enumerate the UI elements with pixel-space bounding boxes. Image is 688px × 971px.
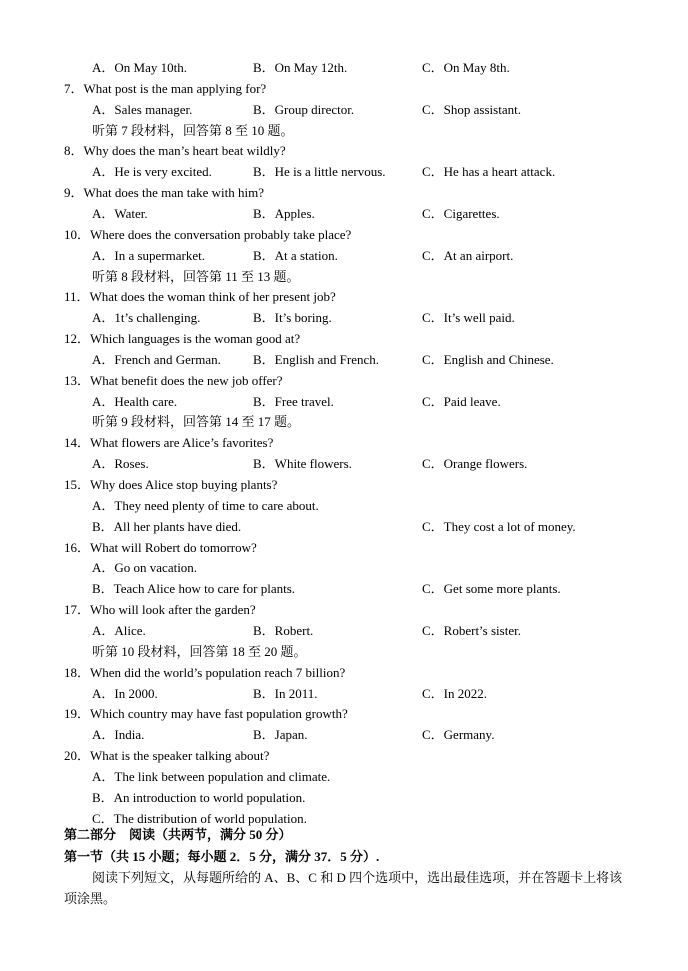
answer-option-c: C．Orange flowers.: [422, 456, 528, 471]
answer-option-c: C．Cigarettes.: [422, 206, 500, 221]
answer-option-a: B．All her plants have died.: [92, 519, 242, 534]
answer-option-c: C．Germany.: [422, 727, 495, 742]
answer-option-c: C．English and Chinese.: [422, 352, 554, 367]
answer-option-b: B．It’s boring.: [253, 310, 332, 325]
answer-option-c: C．Get some more plants.: [422, 581, 561, 596]
answer-option-b: B．Free travel.: [253, 394, 334, 409]
part-title: 第二部分 阅读（共两节，满分 50 分）: [64, 827, 292, 842]
answer-option-a: A．Roses.: [92, 456, 149, 471]
answer-option: A．The link between population and climate.: [92, 769, 331, 784]
answer-option-b: B．Japan.: [253, 727, 308, 742]
answer-option-a: A．India.: [92, 727, 145, 742]
answer-option-c: C．In 2022.: [422, 686, 488, 701]
answer-option-b: B．Group director.: [253, 102, 355, 117]
answer-option-c: C．Paid leave.: [422, 394, 501, 409]
listening-instruction: 听第 8 段材料，回答第 11 至 13 题。: [92, 269, 300, 284]
answer-option: A．Go on vacation.: [92, 560, 198, 575]
section-subtitle: 第一节（共 15 小题；每小题 2．5 分，满分 37．5 分）.: [64, 849, 380, 864]
question-stem: 13．What benefit does the new job offer?: [64, 373, 283, 388]
answer-option-a: A．1t’s challenging.: [92, 310, 201, 325]
question-stem: 7．What post is the man applying for?: [64, 81, 267, 96]
answer-option-c: C．It’s well paid.: [422, 310, 515, 325]
instruction-paragraph: 阅读下列短文，从每题所给的 A、B、C 和 D 四个选项中，选出最佳选项，并在答题卡上将该项涂黑。: [64, 870, 623, 906]
answer-option-b: B．English and French.: [253, 352, 380, 367]
answer-option-a: A．Health care.: [92, 394, 178, 409]
answer-option-c: C．On May 8th.: [422, 60, 510, 75]
answer-option-b: B．On May 12th.: [253, 60, 348, 75]
question-stem: 9．What does the man take with him?: [64, 185, 265, 200]
question-stem: 15．Why does Alice stop buying plants?: [64, 477, 278, 492]
answer-option-a: A．In 2000.: [92, 686, 158, 701]
answer-option-a: A．Sales manager.: [92, 102, 193, 117]
question-stem: 10．Where does the conversation probably take place?: [64, 227, 352, 242]
question-stem: 19．Which country may have fast population growth?: [64, 706, 348, 721]
question-stem: 12．Which languages is the woman good at?: [64, 331, 301, 346]
answer-option-a: A．Alice.: [92, 623, 146, 638]
answer-option-a: A．In a supermarket.: [92, 248, 205, 263]
answer-option-b: B．White flowers.: [253, 456, 352, 471]
answer-option-a: A．Water.: [92, 206, 148, 221]
answer-option-b: B．Robert.: [253, 623, 314, 638]
question-stem: 17．Who will look after the garden?: [64, 602, 256, 617]
answer-option-c: C．He has a heart attack.: [422, 164, 556, 179]
question-stem: 20．What is the speaker talking about?: [64, 748, 270, 763]
answer-option-b: B．In 2011.: [253, 686, 318, 701]
answer-option: C．The distribution of world population.: [92, 811, 307, 826]
question-stem: 14．What flowers are Alice’s favorites?: [64, 435, 274, 450]
question-stem: 18．When did the world’s population reach 7 billion?: [64, 665, 346, 680]
answer-option-c: C．They cost a lot of money.: [422, 519, 576, 534]
answer-option-a: B．Teach Alice how to care for plants.: [92, 581, 296, 596]
answer-option-c: C．At an airport.: [422, 248, 514, 263]
listening-instruction: 听第 7 段材料，回答第 8 至 10 题。: [92, 123, 294, 138]
answer-option-a: A．On May 10th.: [92, 60, 187, 75]
answer-option: B．An introduction to world population.: [92, 790, 306, 805]
answer-option-a: A．French and German.: [92, 352, 221, 367]
answer-option-b: B．At a station.: [253, 248, 338, 263]
answer-option-b: B．Apples.: [253, 206, 315, 221]
answer-option-b: B．He is a little nervous.: [253, 164, 386, 179]
answer-option: A．They need plenty of time to care about.: [92, 498, 319, 513]
answer-option-c: C．Shop assistant.: [422, 102, 521, 117]
question-stem: 16．What will Robert do tomorrow?: [64, 540, 257, 555]
answer-option-a: A．He is very excited.: [92, 164, 212, 179]
listening-instruction: 听第 9 段材料，回答第 14 至 17 题。: [92, 414, 301, 429]
question-stem: 11．What does the woman think of her present job?: [64, 289, 336, 304]
answer-option-c: C．Robert’s sister.: [422, 623, 521, 638]
listening-instruction: 听第 10 段材料，回答第 18 至 20 题。: [92, 644, 307, 659]
question-stem: 8．Why does the man’s heart beat wildly?: [64, 143, 286, 158]
